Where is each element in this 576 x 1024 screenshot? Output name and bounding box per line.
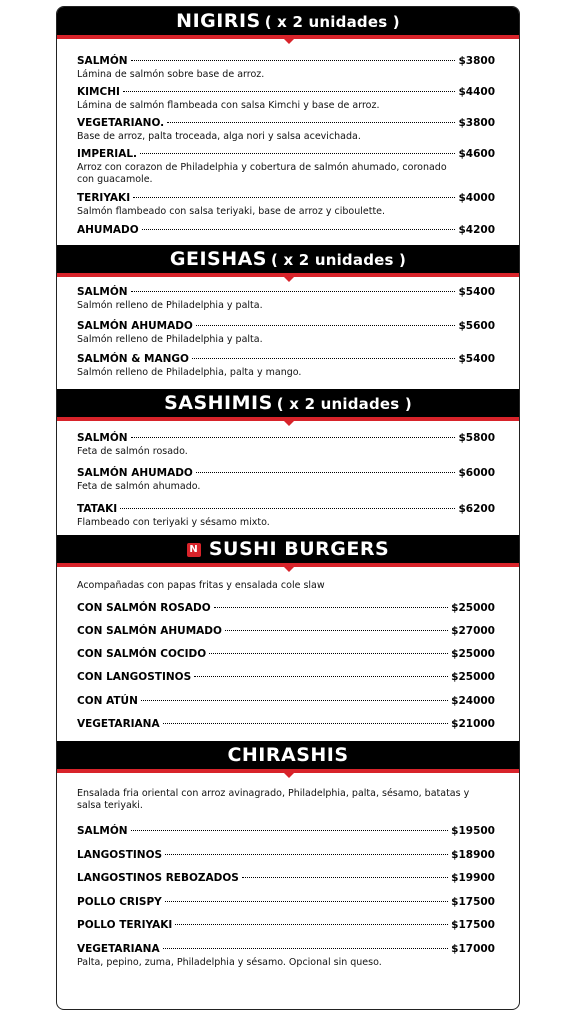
item-description: Lámina de salmón sobre base de arroz. [77, 69, 265, 80]
item-price: $21000 [451, 718, 495, 730]
section-title: NIGIRIS [176, 10, 261, 32]
item-name: TATAKI [77, 503, 118, 515]
item-name: VEGETARIANA [77, 943, 160, 955]
section-intro: Ensalada fria oriental con arroz avinagrado, Philadelphia, palta, sésamo, batatas y salsa teriyaki. [77, 788, 470, 811]
section-header-burgers [57, 535, 519, 563]
item-price: $3800 [458, 55, 495, 67]
item-description: Salmón flambeado con salsa teriyaki, base de arroz y ciboulette. [77, 206, 386, 217]
menu-item [77, 224, 495, 236]
menu-item [77, 671, 495, 683]
item-price: $5400 [458, 286, 495, 298]
item-description: Salmón relleno de Philadelphia y palta. [77, 334, 263, 345]
menu-item [77, 718, 495, 730]
item-price: $19500 [451, 825, 495, 837]
menu-item [77, 148, 495, 160]
item-name: LANGOSTINOS REBOZADOS [77, 872, 239, 884]
menu-item [77, 625, 495, 637]
section-header-geishas [57, 245, 519, 273]
section-title: GEISHAS [169, 248, 267, 270]
menu-item [77, 602, 495, 614]
item-price: $25000 [451, 671, 495, 683]
item-price: $5600 [458, 320, 495, 332]
item-price: $17000 [451, 943, 495, 955]
item-description: Base de arroz, palta troceada, alga nori y salsa acevichada. [77, 131, 361, 142]
section-subtitle: ( x 2 unidades ) [264, 13, 400, 31]
menu-item [77, 192, 495, 204]
item-price: $25000 [451, 602, 495, 614]
item-name: CON ATÚN [77, 695, 138, 707]
menu-item [77, 353, 495, 365]
pointer-icon [284, 421, 294, 426]
item-name: CON SALMÓN COCIDO [77, 648, 207, 660]
pointer-icon [284, 39, 294, 44]
item-name: TERIYAKI [77, 192, 131, 204]
item-price: $18900 [451, 849, 495, 861]
section-title: SASHIMIS [164, 392, 273, 414]
menu-item [77, 503, 495, 515]
item-price: $5800 [458, 432, 495, 444]
item-name: SALMÓN [77, 432, 128, 444]
pointer-icon [284, 277, 294, 282]
menu-item [77, 872, 495, 884]
section-header-chirashis [57, 741, 519, 769]
item-description: Arroz con corazon de Philadelphia y cobertura de salmón ahumado, coronado con guacamole. [77, 162, 447, 185]
menu-item [77, 86, 495, 98]
item-name: KIMCHI [77, 86, 120, 98]
item-name: IMPERIAL. [77, 148, 138, 160]
section-title: SUSHI BURGERS [208, 538, 390, 560]
item-name: VEGETARIANO. [77, 117, 165, 129]
item-name: VEGETARIANA [77, 718, 160, 730]
item-name: SALMÓN AHUMADO [77, 320, 193, 332]
section-header-nigiris [57, 7, 519, 35]
pointer-icon [284, 567, 294, 572]
item-name: POLLO CRISPY [77, 896, 162, 908]
item-name: SALMÓN [77, 286, 128, 298]
item-price: $25000 [451, 648, 495, 660]
item-price: $17500 [451, 919, 495, 931]
menu-item [77, 695, 495, 707]
item-name: SALMÓN [77, 825, 128, 837]
item-price: $4200 [458, 224, 495, 236]
item-price: $17500 [451, 896, 495, 908]
item-name: CON SALMÓN AHUMADO [77, 625, 222, 637]
section-subtitle: ( x 2 unidades ) [276, 395, 412, 413]
item-name: SALMÓN AHUMADO [77, 467, 193, 479]
menu-item [77, 896, 495, 908]
pointer-icon [284, 773, 294, 778]
item-price: $4000 [458, 192, 495, 204]
item-description: Salmón relleno de Philadelphia, palta y mango. [77, 367, 302, 378]
item-name: SALMÓN [77, 55, 128, 67]
section-title: CHIRASHIS [227, 744, 349, 766]
item-name: AHUMADO [77, 224, 139, 236]
menu-item [77, 55, 495, 67]
item-price: $27000 [451, 625, 495, 637]
item-price: $4600 [458, 148, 495, 160]
menu-item [77, 432, 495, 444]
menu-item [77, 320, 495, 332]
section-subtitle: ( x 2 unidades ) [271, 251, 407, 269]
item-name: SALMÓN & MANGO [77, 353, 189, 365]
brand-logo: N [187, 543, 201, 557]
item-description: Feta de salmón ahumado. [77, 481, 201, 492]
item-description: Feta de salmón rosado. [77, 446, 188, 457]
item-name: LANGOSTINOS [77, 849, 163, 861]
item-name: POLLO TERIYAKI [77, 919, 173, 931]
menu-item [77, 286, 495, 298]
item-price: $6000 [458, 467, 495, 479]
section-header-sashimis [57, 389, 519, 417]
item-price: $3800 [458, 117, 495, 129]
item-name: CON SALMÓN ROSADO [77, 602, 211, 614]
item-description: Palta, pepino, zuma, Philadelphia y sésamo. Opcional sin queso. [77, 957, 382, 968]
item-price: $19900 [451, 872, 495, 884]
item-name: CON LANGOSTINOS [77, 671, 192, 683]
menu-item [77, 919, 495, 931]
item-price: $6200 [458, 503, 495, 515]
menu-item [77, 467, 495, 479]
menu-item [77, 117, 495, 129]
menu-item [77, 648, 495, 660]
item-description: Flambeado con teriyaki y sésamo mixto. [77, 517, 270, 528]
item-price: $24000 [451, 695, 495, 707]
menu-item [77, 825, 495, 837]
menu-item [77, 943, 495, 955]
item-description: Lámina de salmón flambeada con salsa Kimchi y base de arroz. [77, 100, 380, 111]
item-price: $4400 [458, 86, 495, 98]
menu-card [56, 6, 520, 1010]
section-intro: Acompañadas con papas fritas y ensalada cole slaw [77, 580, 325, 591]
item-description: Salmón relleno de Philadelphia y palta. [77, 300, 263, 311]
menu-item [77, 849, 495, 861]
item-price: $5400 [458, 353, 495, 365]
